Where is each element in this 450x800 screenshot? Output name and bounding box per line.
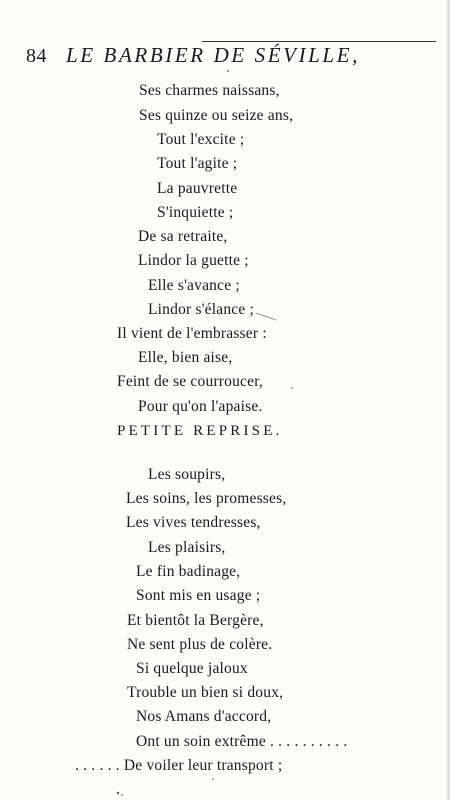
verse-line: Feint de se courroucer, xyxy=(117,373,264,390)
verse-line: Trouble un bien si doux, xyxy=(127,684,284,701)
verse-line: Les soins, les promesses, xyxy=(126,490,287,507)
verse-line: Sont mis en usage ; xyxy=(136,587,261,604)
verse-line: Ont un soin extrême . . . . . . . . . . xyxy=(136,733,348,750)
verse-line: . . . . . . De voiler leur transport ; xyxy=(75,757,283,774)
verse-line: La pauvrette xyxy=(157,180,238,197)
verse-line: Les plaisirs, xyxy=(148,539,226,556)
page-number: 84 xyxy=(26,45,47,67)
verse-line: Lindor la guette ; xyxy=(138,252,249,269)
verse-line: Nos Amans d'accord, xyxy=(136,708,272,725)
verse-line: Le fin badinage, xyxy=(136,563,241,580)
verse-line: Ne sent plus de colère. xyxy=(127,636,273,653)
verse-line: Il vient de l'embrasser : xyxy=(117,325,267,342)
running-title: LE BARBIER DE SÉVILLE, xyxy=(66,43,360,67)
verse-line: Les vives tendresses, xyxy=(126,514,261,531)
verse-line: Si quelque jaloux xyxy=(136,660,248,677)
verse-line: Et bientôt la Bergère, xyxy=(127,612,264,629)
verse-line: Elle s'avance ; xyxy=(148,277,240,294)
verse-line: Pour qu'on l'apaise. xyxy=(138,398,263,415)
verse-line: Ses quinze ou seize ans, xyxy=(139,107,294,124)
verse-line: Tout l'agite ; xyxy=(157,155,238,172)
verse-line: Les soupirs, xyxy=(148,466,226,483)
verse-line: Elle, bien aise, xyxy=(138,349,233,366)
verse-line: Tout l'excite ; xyxy=(157,131,245,148)
verse-line: Lindor s'élance ; xyxy=(148,301,255,318)
verse-line: S'inquiette ; xyxy=(157,204,234,221)
section-heading: PETITE REPRISE. xyxy=(117,423,283,439)
verse-line: De sa retraite, xyxy=(138,228,228,245)
verse-line: Ses charmes naissans, xyxy=(139,82,280,99)
